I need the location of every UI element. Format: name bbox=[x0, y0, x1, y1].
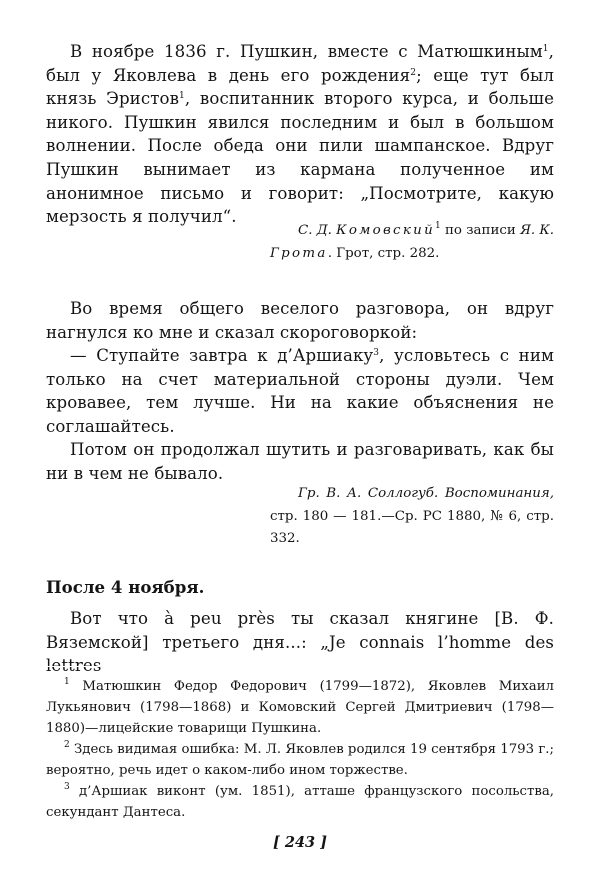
attribution-sollogub: Гр. В. А. Соллогуб. Воспоминания, стр. 180 — 181.—Ср. РС 1880, № 6, стр. 332. bbox=[270, 486, 554, 546]
paragraph-komovsky: В ноябре 1836 г. Пушкин, вместе с Матюшкиным$^1$, был у Яковлева в день его рождения$^2$; еще тут был князь Эристов$^1$, воспитанник второго курса, и больше никого. Пушкин явился последним и был в большом волнении. После обеда они пили шампанское. Вдруг Пушкин вынимает из кармана полученное им анонимное письмо и говорит: „Посмотрите, какую мерзость я получил“. bbox=[46, 42, 554, 227]
footnote-ref-1c[interactable]: 1 bbox=[435, 221, 441, 231]
paragraph-sollogub-3: Потом он продолжал шутить и разговаривать, как бы ни в чем не бывало. bbox=[46, 440, 554, 483]
footnote-ref-1b[interactable]: 1 bbox=[179, 91, 185, 102]
footnote-2: $^2$ Здесь видимая ошибка: М. Л. Яковлев родился 19 сентября 1793 г.; вероятно, речь идет о каком-либо ином торжестве. bbox=[46, 740, 554, 778]
paragraph-sollogub-1: Во время общего веселого разговора, он вдруг нагнулся ко мне и сказал скороговоркой: bbox=[46, 299, 554, 342]
footnote-ref-1[interactable]: 1 bbox=[542, 44, 549, 54]
page-number: [ 243 ] bbox=[272, 834, 328, 851]
paragraph-letter: Вот что à peu près ты сказал княгине [В. Ф. Вяземской] третьего дня...: „Je connais l’homme des lettres bbox=[46, 609, 554, 676]
footnote-3: $^3$ д’Аршиак виконт (ум. 1851), атташе французского посольства, секундант Дантеса. bbox=[46, 782, 554, 820]
attribution-komovsky: С. Д. Комовский$^1$ по записи Я. К. Грота. Грот, стр. 282. bbox=[270, 221, 555, 261]
footnote-divider bbox=[46, 666, 554, 667]
section-heading: После 4 ноября. bbox=[46, 577, 205, 597]
paragraph-sollogub-2: — Ступайте завтра к д’Аршиаку$^3$, условьтесь с ним только на счет материальной стороны дуэли. Чем кровавее, тем лучше. Ни на какие объяснения не соглашайтесь. bbox=[46, 346, 555, 436]
footnote-ref-3[interactable]: 3 bbox=[373, 348, 380, 358]
footnote-1: $^1$ Матюшкин Федор Федорович (1799—1872), Яковлев Михаил Лукьянович (1798—1868) и Комовский Сергей Дмитриевич (1798—1880)—лицейские товарищи Пушкина. bbox=[46, 677, 554, 736]
footnote-ref-2[interactable]: 2 bbox=[410, 67, 417, 78]
